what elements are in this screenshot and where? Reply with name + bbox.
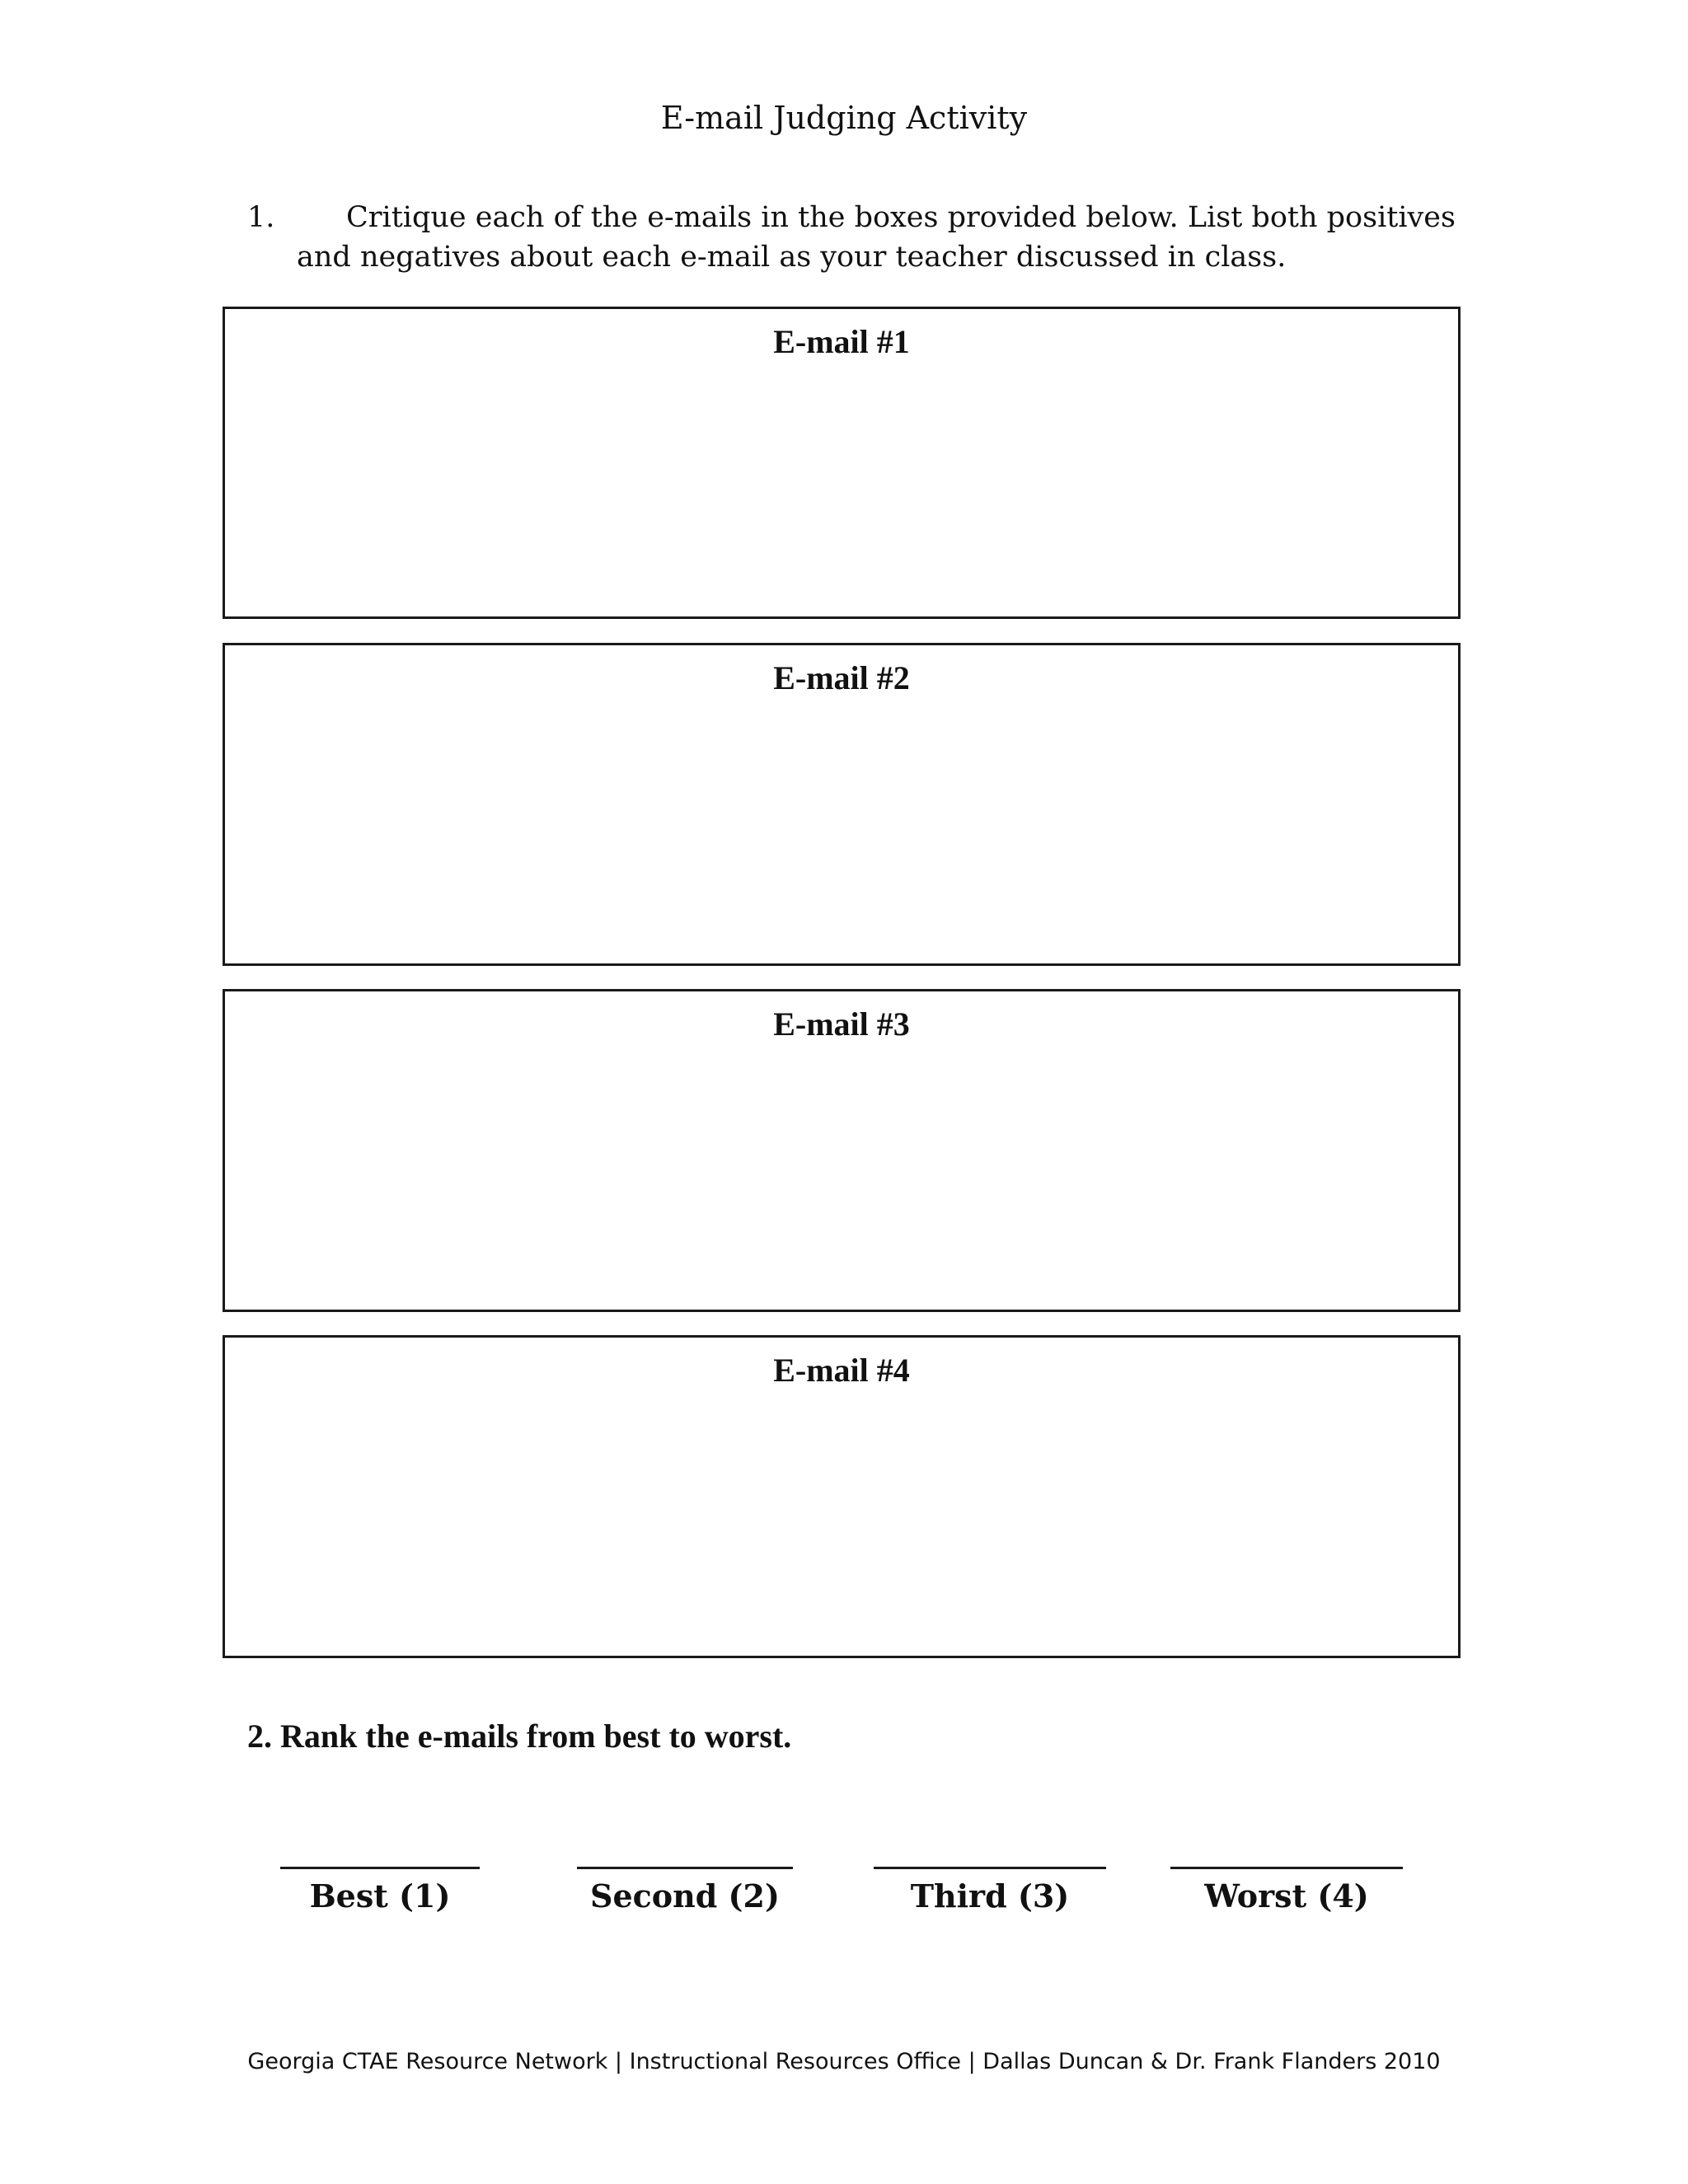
page-footer: Georgia CTAE Resource Network | Instructional Resources Office | Dallas Duncan & Dr. Frank Flanders 2010 (247, 2049, 1441, 2074)
rank-worst-blank[interactable] (1170, 1867, 1403, 1869)
instruction-line-1: Critique each of the e-mails in the boxes provided below. List both positives (346, 201, 1456, 234)
email-1-critique-box[interactable] (223, 307, 1461, 619)
instruction-line-2: and negatives about each e-mail as your teacher discussed in class. (297, 241, 1287, 274)
email-3-heading: E-mail #3 (773, 1005, 910, 1043)
rank-worst-label: Worst (4) (1204, 1877, 1369, 1915)
rank-slot-third (874, 1867, 1106, 1917)
rank-slot-second (577, 1867, 793, 1917)
rank-third-label: Third (3) (910, 1877, 1070, 1915)
question-number: 1. (247, 201, 275, 234)
rank-second-blank[interactable] (577, 1867, 793, 1869)
email-2-critique-box[interactable] (223, 643, 1461, 966)
page-title: E-mail Judging Activity (660, 100, 1028, 136)
rank-third-blank[interactable] (874, 1867, 1106, 1869)
rank-best-label: Best (1) (309, 1877, 451, 1915)
email-2-heading: E-mail #2 (773, 659, 910, 696)
email-4-heading: E-mail #4 (773, 1352, 910, 1389)
rank-second-label: Second (2) (590, 1877, 780, 1915)
rank-best-blank[interactable] (280, 1867, 480, 1869)
email-4-critique-box[interactable] (223, 1335, 1461, 1658)
email-3-critique-box[interactable] (223, 989, 1461, 1312)
rank-slot-worst (1170, 1867, 1403, 1917)
email-1-heading: E-mail #1 (773, 323, 910, 360)
question-2-heading: 2. Rank the e-mails from best to worst. (247, 1718, 792, 1755)
rank-slot-best (280, 1867, 480, 1917)
